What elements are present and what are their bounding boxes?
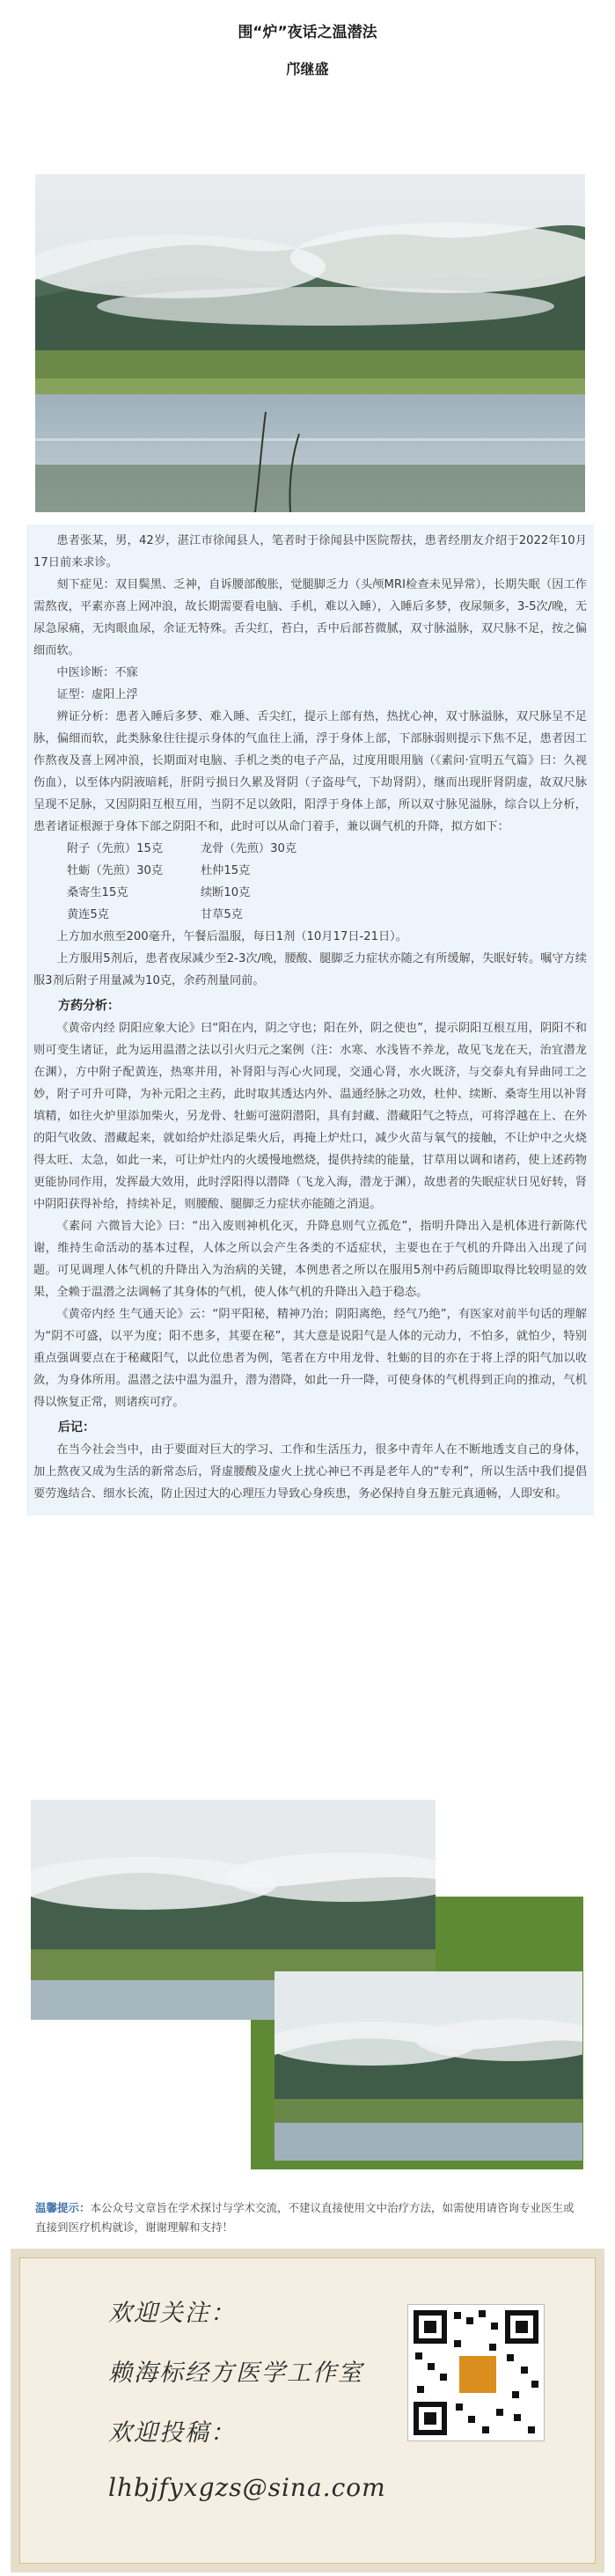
banner-submission-line: 欢迎投稿：	[108, 2419, 236, 2447]
article-body	[26, 525, 594, 1516]
banner-follow-line: 欢迎关注：	[108, 2300, 236, 2327]
herb-item: 杜仲15克	[201, 864, 251, 877]
dosage-instructions: 上方加水煎至200毫升，午餐后温服，每日1剂（10月17日-21日）。	[56, 930, 407, 943]
herb-item: 龙骨（先煎）30克	[201, 842, 297, 855]
syndrome-type: 证型：虚阳上浮	[56, 688, 138, 701]
herb-item: 甘草5克	[201, 908, 243, 921]
disclaimer-tip	[35, 2198, 581, 2237]
analysis-paragraph-2: 《素问 六微旨大论》曰：“出入废则神机化灭，升降息则气立孤危”，指明升降出入是机体进行新陈代谢，维持生命活动的基本过程，人体之所以会产生各类的不适症状，主要也在于气机的升降出入出现了问题。可见调理人体气机的升降出入为治病的关键，本例患者之所以在服用5剂中药后随即取得比较明显的效果，全赖于温潜之法调畅了其身体的气机，使人体气机的升降出入趋于稳态。	[33, 1220, 587, 1299]
banner-email[interactable]: lhbjfyxgzs@sina.com	[108, 2473, 386, 2502]
landscape-photo-bottom	[275, 1971, 582, 2161]
prescription-row	[33, 882, 587, 904]
followup-paragraph: 上方服用5剂后，患者夜尿减少至2-3次/晚，腰酸、腿脚乏力症状亦随之有所缓解，失眠好转。嘱守方续服3剂后附子用量减为10克，余药剂量同前。	[33, 952, 587, 987]
syndrome-analysis: 辨证分析：患者入睡后多梦、难入睡、舌尖红，提示上部有热，热扰心神，双寸脉溢脉，双尺脉呈不足脉，偏细而软，此类脉象往往提示身体的气血往上涌，浮于身体上部，下部脉弱则提示下焦不足，患者因工作熬夜及喜上网冲浪，长期面对电脑、手机之类的电子产品，过度用眼用脑（《素问·宣明五气篇》曰：久视伤血），以至体内阴液暗耗，肝阴亏损日久累及肾阴（子盗母气，下劫肾阴），继而出现肝肾阴虚，故双尺脉呈现不足脉，又因阴阳互根互用，当阴不足以敛阳，阳浮于身体上部，所以双寸脉见溢脉，综合以上分析，患者诸证根源于身体下部之阴阳不和，此时可以从命门着手，兼以调气机的升降，拟方如下：	[33, 710, 587, 833]
tcm-diagnosis: 中医诊断：不寐	[56, 666, 138, 679]
postscript-paragraph: 在当今社会当中，由于要面对巨大的学习、工作和生活压力，很多中青年人在不断地透支自己的身体，加上熬夜又成为生活的新常态后，肾虚腰酸及虚火上扰心神已不再是老年人的“专利”，所以生活中我们提倡要劳逸结合、细水长流，防止因过大的心理压力导致心身疾患，务必保持自身五脏元真通畅，人即安和。	[33, 1443, 587, 1501]
footer-banner	[11, 2249, 604, 2572]
qr-code-icon[interactable]	[407, 2304, 545, 2441]
article-title: 围“炉”夜话之温潜法	[238, 24, 377, 41]
analysis-heading: 方药分析：	[58, 999, 120, 1013]
landscape-photo-top	[35, 174, 585, 512]
article-author: 邝继盛	[286, 61, 329, 77]
herb-item: 续断10克	[201, 886, 251, 899]
prescription-row	[33, 838, 587, 860]
banner-card	[19, 2257, 596, 2564]
banner-studio-name: 赖海标经方医学工作室	[108, 2359, 363, 2387]
tip-text: 本公众号文章旨在学术探讨与学术交流，不建议直接使用文中治疗方法，如需使用请咨询专业医生或直接到医疗机构就诊，谢谢理解和支持！	[35, 2201, 575, 2234]
herb-item: 黄连5克	[67, 908, 109, 921]
tip-label: 温馨提示：	[35, 2201, 91, 2214]
symptoms-paragraph: 刻下症见：双目鬓黑、乏神，自诉腰部酸胀，觉腿脚乏力（头颅MRI检查未见异常），长期失眠（因工作需熬夜，平素亦喜上网冲浪，故长期需要看电脑、手机，难以入睡），入睡后多梦，夜尿频多，3-5次/晚，无尿急尿痛，无肉眼血尿，余证无特殊。舌尖红，苔白，舌中后部苔微腻，双寸脉溢脉，双尺脉不足，按之偏细而软。	[33, 578, 587, 657]
postscript-heading: 后记：	[58, 1420, 95, 1435]
prescription-row	[33, 904, 587, 926]
qr-logo-icon	[458, 2354, 498, 2395]
prescription-row	[33, 860, 587, 882]
herb-item: 附子（先煎）15克	[67, 842, 164, 855]
case-intro: 患者张某，男，42岁，湛江市徐闻县人，笔者时于徐闻县中医院帮扶，患者经朋友介绍于2022年10月17日前来求诊。	[33, 534, 587, 569]
analysis-paragraph-1: 《黄帝内经 阴阳应象大论》曰“阳在内，阴之守也；阳在外，阴之使也”，提示阴阳互根互用，阴阳不和则可变生诸证，此为运用温潜之法以引火归元之案例（注：水寒、水浅皆不养龙，故见飞龙在天，治宜潜龙在渊），方中附子配黄连，热寒并用，补肾阳与泻心火同现，交通心肾，水火既济，与交泰丸有异曲同工之妙，附子可升可降，为补元阳之主药，此时取其透达内外、温通经脉之功效，杜仲、续断、桑寄生用以补肾填精，如往火炉里添加柴火，另龙骨、牡蛎可滋阴潜阳，具有封藏、潜藏阳气之特点，可将浮越在上、在外的阳气收敛、潜藏起来，就如给炉灶添足柴火后，再掩上炉灶口，减少火苗与氧气的接触，不让炉中之火烧得太旺、太急，如此一来，可让炉灶内的火缓慢地燃烧，提供持续的能量，甘草用以调和诸药，使上述药物更能协同作用，发挥最大效用，此时浮阳得以潜降（飞龙入海，潜龙于渊），故患者的失眠症状日见好转，肾中阴阳获得补给，持续补足，则腰酸、腿脚乏力症状亦能随之消退。	[33, 1022, 587, 1211]
herb-item: 牡蛎（先煎）30克	[67, 864, 164, 877]
herb-item: 桑寄生15克	[67, 886, 128, 899]
analysis-paragraph-3: 《黄帝内经 生气通天论》云：“阴平阳秘，精神乃治；阴阳离绝，经气乃绝”，有医家对前半句话的理解为“阴不可盛，以平为度；阳不患多，其要在秘”，其大意是说阳气是人体的元动力，不怕多，就怕少，特别重点强调要点在于秘藏阳气，以此位患者为例，笔者在方中用龙骨、牡蛎的目的亦在于将上浮的阳气加以收敛，为身体所用。温潜之法中温为温升，潜为潜降，如此一升一降，可使身体的气机得到正向的推动，气机得以恢复正常，则诸疾可疗。	[33, 1308, 587, 1409]
